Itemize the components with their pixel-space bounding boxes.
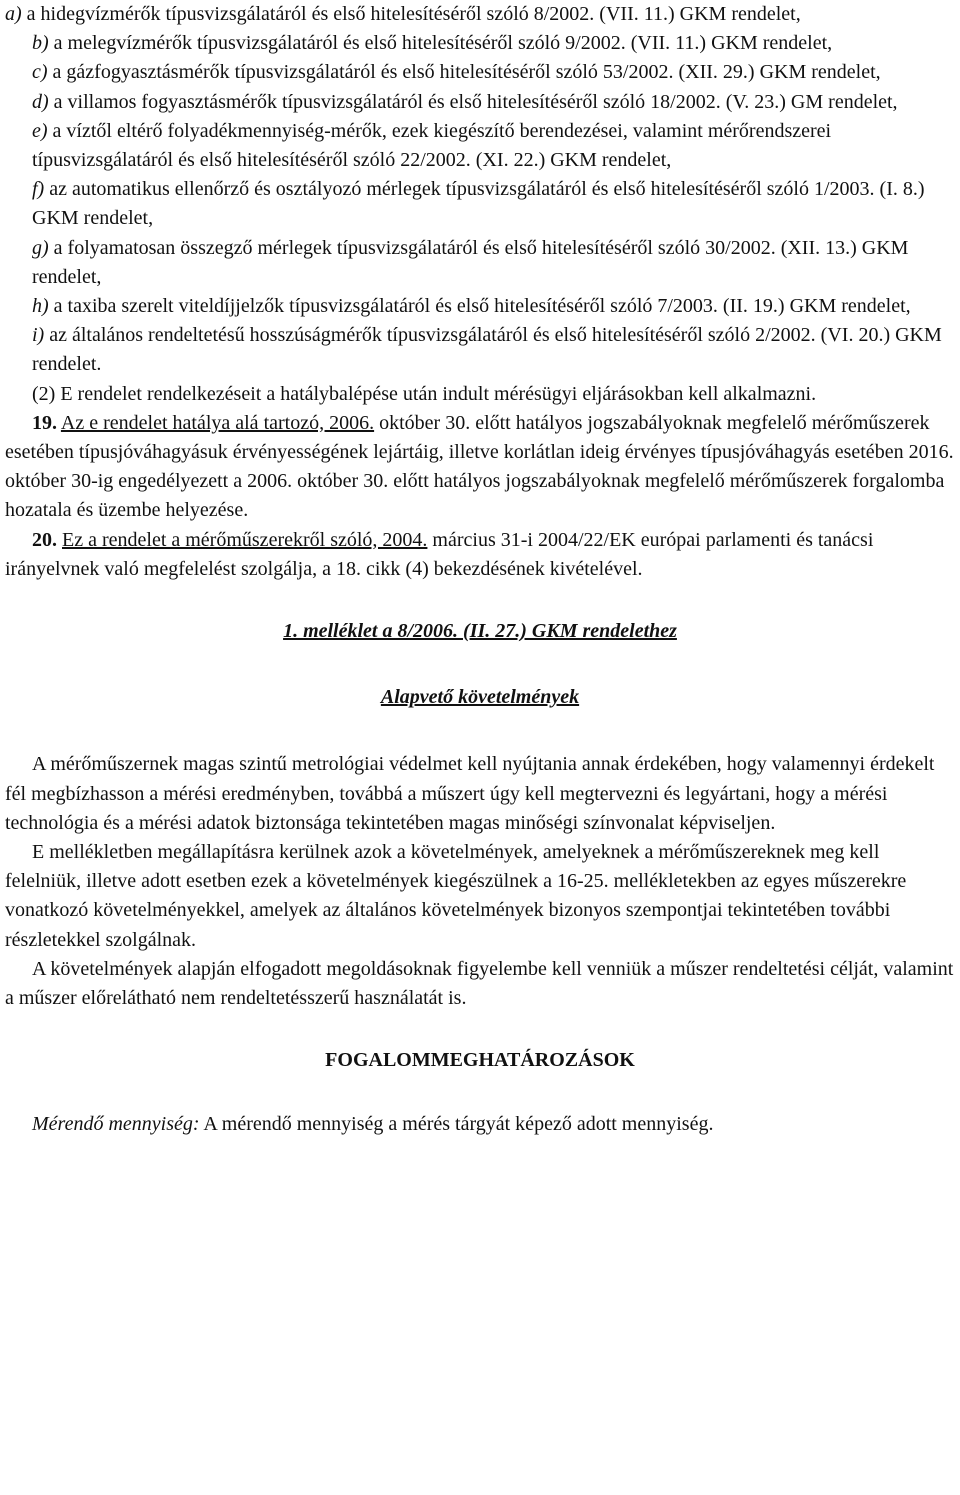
list-item-c: c) a gázfogyasztásmérők típusvizsgálatáról és első hitelesítéséről szóló 53/2002. (XII. 29.) GKM rendelet, [32, 61, 881, 84]
section-number: 19. [32, 411, 57, 434]
section-20-underlined-text: Ez a rendelet a mérőműszerekről szóló, 2004. [62, 528, 428, 551]
section-19-underlined-text: Az e rendelet hatálya alá tartozó, 2006. [60, 411, 375, 434]
body-paragraph: E mellékletben megállapításra kerülnek azok a követelmények, amelyeknek a mérőműszereknek meg kell felelniük, illetve adott esetben ezek a követelmények kiegészülnek a 16-25. mellékletekben az egyes műszerekre vonatkozó követelményekkel, amelyek az általános követelmények bizonyos szempontjai tekintetében további részletekkel szolgálnak. [5, 841, 907, 951]
section-20 [5, 526, 955, 584]
section-19 [5, 409, 955, 526]
definitions-title: FOGALOMMEGHATÁROZÁSOK [325, 1049, 635, 1072]
list-item-e: e) a víztől eltérő folyadékmennyiség-mérők, ezek kiegészítő berendezései, valamint mérőrendszerei típusvizsgálatáról és első hitelesítéséről szóló 22/2002. (XI. 22.) GKM rendelet, [32, 119, 832, 172]
paragraph-2: (2) E rendelet rendelkezéseit a hatálybalépése után indult mérésügyi eljárásokban kell alkalmazni. [32, 382, 817, 405]
definition-item [5, 1110, 955, 1139]
definition-term: Mérendő mennyiség: [32, 1112, 200, 1135]
list-item-i: i) az általános rendeltetésű hosszúságmérők típusvizsgálatáról és első hitelesítéséről szóló 2/2002. (VI. 20.) GKM rendelet. [32, 324, 942, 376]
body-paragraph: A mérőműszernek magas szintű metrológiai védelmet kell nyújtania annak érdekében, hogy valamennyi érdekelt fél megbízhasson a mérési eredményben, továbbá a műszert úgy kell megtervezni és legyártani, hogy a mérési technológia és a mérési adatok biztonsága tekintetében magas minőségi színvonalat képviseljen. [5, 753, 935, 834]
amended-regulations-list [5, 0, 955, 380]
list-item-f: f) az automatikus ellenőrző és osztályozó mérlegek típusvizsgálatáról és első hitelesítéséről szóló 1/2003. (I. 8.) GKM rendelet, [32, 178, 925, 230]
section-19-text: október 30. előtt hatályos jogszabályoknak megfelelő mérőműszerek esetében típusjóváhagyásuk érvényességének lejártáig, illetve korlátlan ideig érvényes típusjóváhagyás esetében 2016. október 30-ig engedélyezett a 2006. október 30. előtt hatályos jogszabályoknak megfelelő mérőműszerek forgalomba hozatala és üzembe helyezése. [5, 411, 954, 522]
annex-subtitle: Alapvető követelmények [380, 686, 580, 709]
body-paragraph: A követelmények alapján elfogadott megoldásoknak figyelembe kell venniük a műszer rendeltetési célját, valamint a műszer előrelátható nem rendeltetésszerű használatát is. [5, 957, 954, 1010]
list-item-d: d) a villamos fogyasztásmérők típusvizsgálatáról és első hitelesítéséről szóló 18/2002. (V. 23.) GM rendelet, [32, 90, 898, 113]
section-20-text: március 31-i 2004/22/EK európai parlamenti és tanácsi irányelvnek való megfelelést szolgálja, a 18. cikk (4) bekezdésének kivételével. [5, 528, 874, 580]
section-number: 20. [32, 528, 57, 551]
document-page [5, 0, 955, 1139]
list-item-g: g) a folyamatosan összegző mérlegek típusvizsgálatáról és első hitelesítéséről szóló 30/2002. (XII. 13.) GKM rendelet, [32, 236, 909, 288]
list-item-a: a) a hidegvízmérők típusvizsgálatáról és első hitelesítéséről szóló 8/2002. (VII. 11.) GKM rendelet, [5, 3, 801, 25]
definition-text: A mérendő mennyiség a mérés tárgyát képező adott mennyiség. [199, 1112, 714, 1135]
annex-title: 1. melléklet a 8/2006. (II. 27.) GKM rendelethez [283, 620, 677, 643]
list-item-h: h) a taxiba szerelt viteldíjjelzők típusvizsgálatáról és első hitelesítéséről szóló 7/2003. (II. 19.) GKM rendelet, [32, 295, 911, 318]
list-item-b: b) a melegvízmérők típusvizsgálatáról és első hitelesítéséről szóló 9/2002. (VII. 11.) GKM rendelet, [32, 32, 833, 55]
